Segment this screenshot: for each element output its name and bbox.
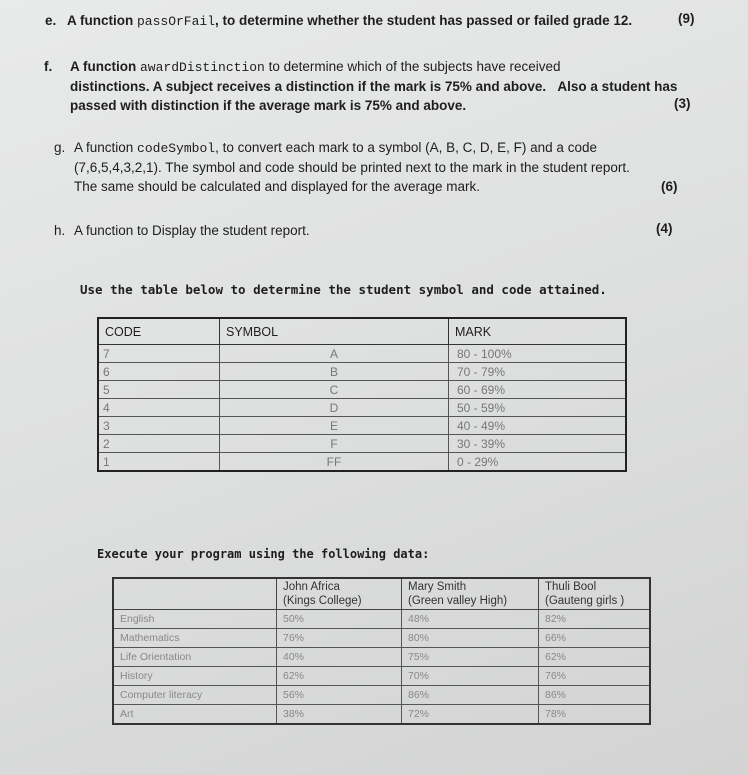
- code-cell: 2: [98, 435, 220, 453]
- mark-cell: 38%: [277, 705, 402, 725]
- code-cell: 7: [98, 345, 220, 363]
- symbol-cell: E: [220, 417, 449, 435]
- marks-h: (4): [656, 221, 673, 236]
- question-line: A function awardDistinction to determine which of the subjects have received: [70, 59, 561, 75]
- table-row: [98, 363, 626, 381]
- symbol-cell: FF: [220, 453, 449, 472]
- column-header: SYMBOL: [220, 318, 449, 345]
- empty-header: [113, 578, 277, 610]
- subject-cell: Art: [113, 705, 277, 725]
- question-text: A function to Display the student report.: [74, 223, 310, 238]
- subject-cell: English: [113, 610, 277, 629]
- table-row: [98, 453, 626, 472]
- question-text: A function passOrFail, to determine whether the student has passed or failed grade 12.: [67, 13, 633, 29]
- subject-cell: Computer literacy: [113, 686, 277, 705]
- table-row: [98, 417, 626, 435]
- table-header-row: [113, 578, 650, 610]
- mark-cell: 82%: [539, 610, 651, 629]
- mark-range-cell: 40 - 49%: [449, 417, 627, 435]
- mark-cell: 70%: [402, 667, 539, 686]
- question-line: distinctions. A subject receives a distinction if the mark is 75% and above. Also a student has: [70, 79, 678, 94]
- table-row: [98, 345, 626, 363]
- table-row: [113, 667, 650, 686]
- symbol-cell: B: [220, 363, 449, 381]
- data-instruction: Execute your program using the following data:: [97, 547, 430, 561]
- symbol-cell: C: [220, 381, 449, 399]
- code-cell: 4: [98, 399, 220, 417]
- table-row: [113, 648, 650, 667]
- mark-cell: 50%: [277, 610, 402, 629]
- question-letter: h.: [54, 223, 66, 238]
- student-header: Thuli Bool (Gauteng girls ): [539, 578, 651, 610]
- student-data-table: [112, 577, 651, 725]
- question-letter: f.: [44, 59, 53, 74]
- table-row: [113, 629, 650, 648]
- marks-e: (9): [678, 11, 695, 26]
- mark-range-cell: 0 - 29%: [449, 453, 627, 472]
- mark-range-cell: 70 - 79%: [449, 363, 627, 381]
- code-cell: 1: [98, 453, 220, 472]
- column-header: MARK: [449, 318, 627, 345]
- table-row: [98, 435, 626, 453]
- mark-cell: 62%: [277, 667, 402, 686]
- mark-cell: 56%: [277, 686, 402, 705]
- question-line: (7,6,5,4,3,2,1). The symbol and code should be printed next to the mark in the student report.: [74, 160, 630, 175]
- mark-cell: 86%: [539, 686, 651, 705]
- mark-cell: 86%: [402, 686, 539, 705]
- question-line: passed with distinction if the average mark is 75% and above.: [70, 98, 467, 113]
- mark-cell: 48%: [402, 610, 539, 629]
- subject-cell: History: [113, 667, 277, 686]
- mark-cell: 76%: [277, 629, 402, 648]
- question-line: A function codeSymbol, to convert each mark to a symbol (A, B, C, D, E, F) and a code: [74, 140, 597, 156]
- code-symbol-table: [97, 317, 627, 472]
- column-header: CODE: [98, 318, 220, 345]
- table-row: [113, 610, 650, 629]
- table-instruction: Use the table below to determine the student symbol and code attained.: [80, 282, 607, 297]
- code-cell: 5: [98, 381, 220, 399]
- question-letter: e.: [45, 13, 57, 28]
- code-cell: 6: [98, 363, 220, 381]
- symbol-cell: D: [220, 399, 449, 417]
- function-name: codeSymbol: [137, 141, 216, 156]
- symbol-cell: A: [220, 345, 449, 363]
- student-header: John Africa (Kings College): [277, 578, 402, 610]
- mark-range-cell: 50 - 59%: [449, 399, 627, 417]
- code-cell: 3: [98, 417, 220, 435]
- table-row: [113, 686, 650, 705]
- mark-cell: 40%: [277, 648, 402, 667]
- mark-range-cell: 30 - 39%: [449, 435, 627, 453]
- mark-cell: 62%: [539, 648, 651, 667]
- mark-cell: 76%: [539, 667, 651, 686]
- question-letter: g.: [54, 140, 66, 155]
- symbol-cell: F: [220, 435, 449, 453]
- function-name: awardDistinction: [140, 60, 265, 75]
- question-line: The same should be calculated and displayed for the average mark.: [74, 179, 480, 194]
- mark-cell: 80%: [402, 629, 539, 648]
- mark-range-cell: 80 - 100%: [449, 345, 627, 363]
- mark-cell: 72%: [402, 705, 539, 725]
- mark-cell: 75%: [402, 648, 539, 667]
- marks-f: (3): [674, 96, 691, 111]
- table-row: [98, 399, 626, 417]
- mark-range-cell: 60 - 69%: [449, 381, 627, 399]
- marks-g: (6): [661, 179, 678, 194]
- mark-cell: 66%: [539, 629, 651, 648]
- subject-cell: Mathematics: [113, 629, 277, 648]
- table-row: [113, 705, 650, 725]
- student-header: Mary Smith (Green valley High): [402, 578, 539, 610]
- subject-cell: Life Orientation: [113, 648, 277, 667]
- mark-cell: 78%: [539, 705, 651, 725]
- table-row: [98, 381, 626, 399]
- table-header-row: [98, 318, 626, 345]
- function-name: passOrFail: [137, 14, 216, 29]
